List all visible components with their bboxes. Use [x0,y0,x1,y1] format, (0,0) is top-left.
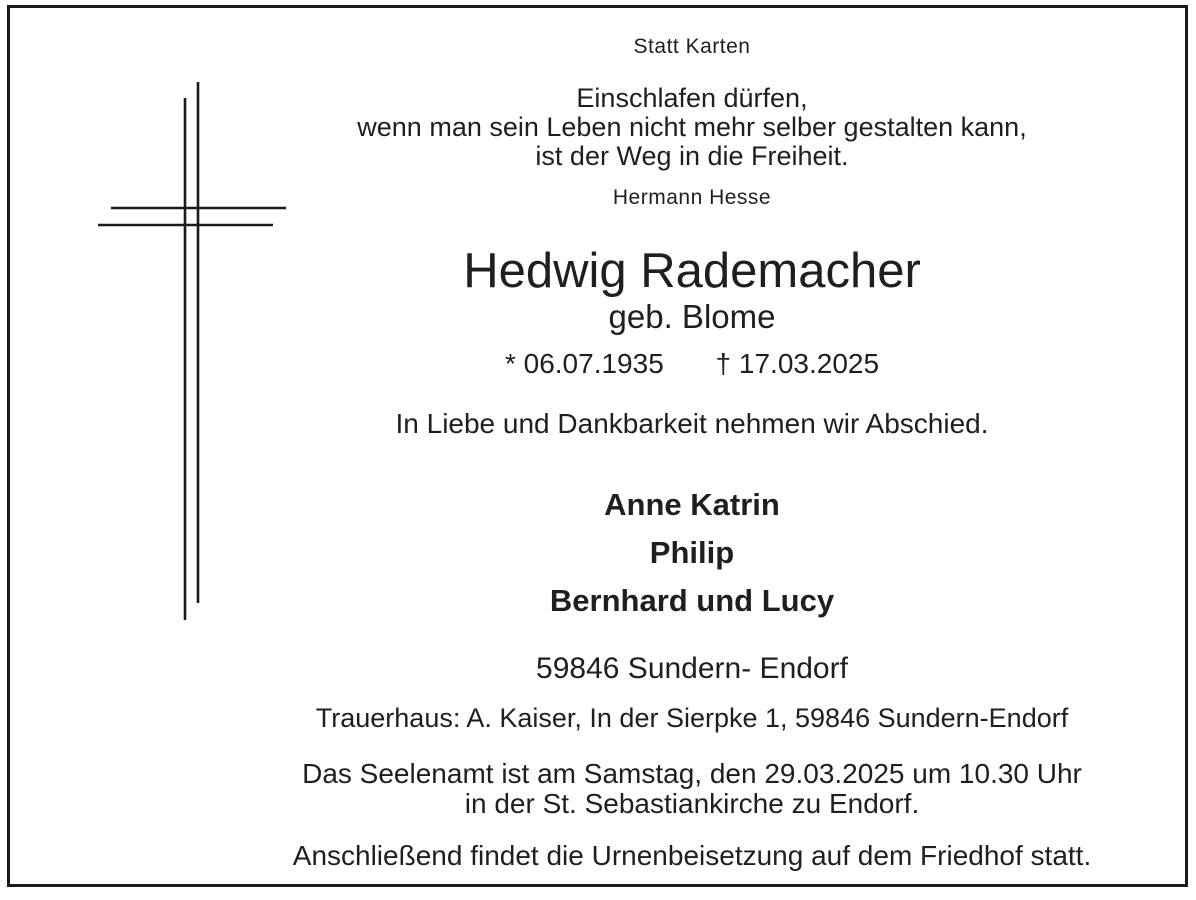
quote-line: Einschlafen dürfen, [576,83,808,113]
life-dates [194,349,1190,379]
birth-date: * 06.07.1935 [504,348,664,379]
funeral-home-text: Trauerhaus: A. Kaiser, In der Sierpke 1, 59846 Sundern-Endorf [315,703,1069,733]
death-date: † 17.03.2025 [715,348,880,379]
quote-line: wenn man sein Leben nicht mehr selber gestalten kann, [357,112,1027,142]
quote-block [194,84,1190,171]
maiden-name: geb. Blome [608,298,776,335]
burial-text: Anschließend findet die Urnenbeisetzung auf dem Friedhof statt. [292,840,1092,871]
notice-content [194,0,1190,871]
service-line: Das Seelenamt ist am Samstag, den 29.03.2025 um 10.30 Uhr [302,758,1082,789]
mourner-name: Anne Katrin [604,487,780,522]
address-text: 59846 Sundern- Endorf [536,652,848,685]
farewell-text: In Liebe und Dankbarkeit nehmen wir Abschied. [395,408,989,439]
preamble-text: Statt Karten [633,35,751,58]
mourners-list [194,481,1190,625]
service-info [194,759,1190,819]
quote-attribution: Hermann Hesse [612,186,772,209]
mourner-name: Philip [649,535,735,570]
mourner-name: Bernhard und Lucy [549,583,835,618]
service-line: in der St. Sebastiankirche zu Endorf. [464,788,920,819]
quote-line: ist der Weg in die Freiheit. [535,141,849,171]
deceased-name: Hedwig Rademacher [463,244,921,298]
